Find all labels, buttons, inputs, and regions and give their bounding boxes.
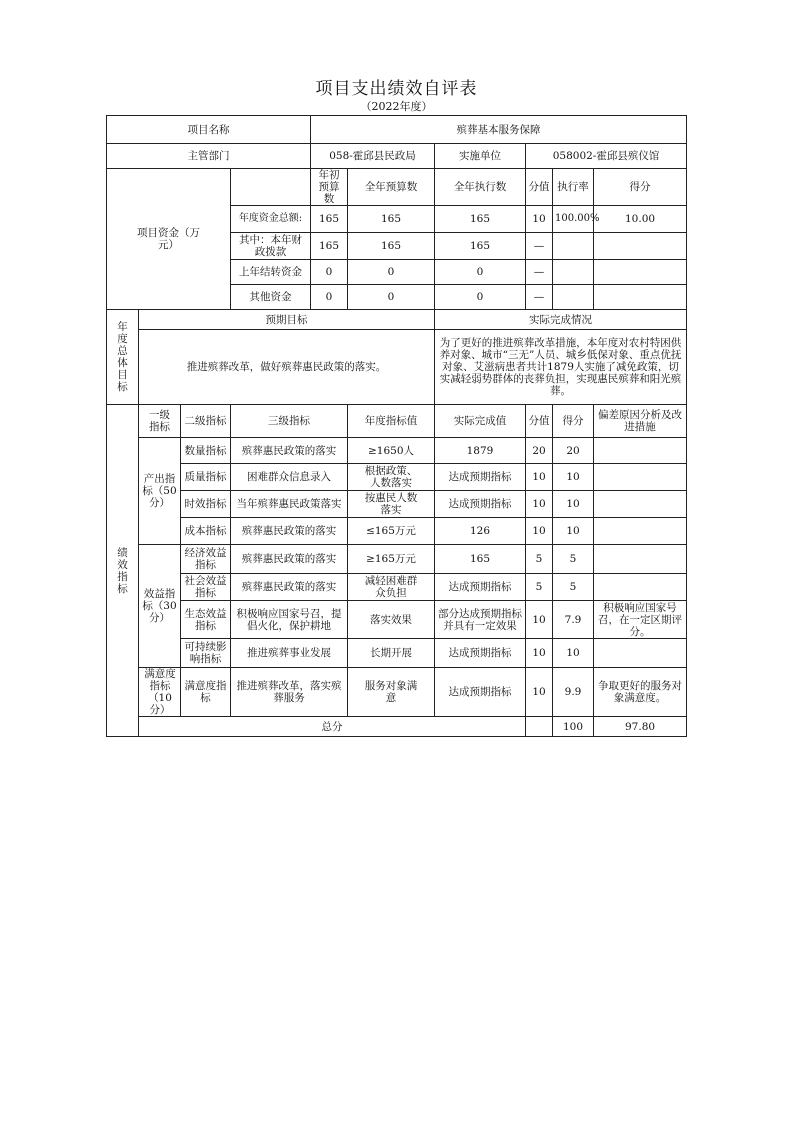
funds-row-score: —: [526, 260, 553, 285]
perf-l3: 当年殡葬惠民政策落实: [231, 491, 348, 518]
perf-header-got: 得分: [553, 405, 594, 438]
funds-row-initial: 0: [311, 260, 348, 285]
perf-l2: 生态效益指标: [181, 601, 231, 639]
funds-header-row: [107, 169, 687, 206]
funds-row-got: [594, 260, 687, 285]
perf-got: 7.9: [553, 601, 594, 639]
perf-target: 长期开展: [348, 639, 435, 668]
perf-got: 10: [553, 639, 594, 668]
perf-target: [348, 464, 435, 491]
perf-l2: 数量指标: [181, 438, 231, 464]
goal-actual-header: 实际完成情况: [435, 310, 687, 330]
perf-l3: 困难群众信息录入: [231, 464, 348, 491]
department-value: 058-霍邱县民政局: [311, 144, 435, 169]
goal-expected-text: 推进殡葬改革，做好殡葬惠民政策的落实。: [139, 330, 435, 405]
perf-reason: [594, 639, 687, 668]
total-blank: [526, 717, 553, 737]
funds-row-initial: 165: [311, 206, 348, 233]
perf-reason: [594, 491, 687, 518]
perf-header-l3: 三级指标: [231, 405, 348, 438]
perf-row: [107, 518, 687, 545]
funds-row-score: 10: [526, 206, 553, 233]
perf-score: 10: [526, 601, 553, 639]
perf-score: 10: [526, 518, 553, 545]
perf-score: 10: [526, 668, 553, 717]
perf-target-text: 减轻困难群众负担: [364, 575, 418, 599]
perf-row: [107, 545, 687, 574]
perf-l3: 殡葬惠民政策的落实: [231, 545, 348, 574]
funds-row-label: 上年结转资金: [231, 260, 311, 285]
funds-row-rate: [553, 233, 594, 260]
perf-reason: [594, 518, 687, 545]
goal-header-row: [107, 310, 687, 330]
perf-actual: 达成预期指标: [435, 668, 526, 717]
perf-target-text: 服务对象满意: [364, 680, 418, 704]
funds-header-full: 全年预算数: [348, 169, 435, 206]
department-label: 主管部门: [107, 144, 311, 169]
perf-score: 10: [526, 639, 553, 668]
perf-actual: 1879: [435, 438, 526, 464]
funds-row-full: 0: [348, 260, 435, 285]
perf-l2: 社会效益指标: [181, 574, 231, 601]
perf-row: [107, 668, 687, 717]
perf-label: [107, 405, 139, 737]
funds-header-initial: [311, 169, 348, 206]
funds-row-exec: 0: [435, 285, 526, 310]
perf-reason: 争取更好的服务对象满意度。: [594, 668, 687, 717]
perf-row: [107, 438, 687, 464]
funds-row-got: [594, 285, 687, 310]
funds-header-got: 得分: [594, 169, 687, 206]
perf-actual: 达成预期指标: [435, 491, 526, 518]
perf-target: [348, 574, 435, 601]
perf-header-reason-text: 偏差原因分析及改进措施: [598, 409, 683, 433]
perf-row: [107, 464, 687, 491]
perf-target: [348, 491, 435, 518]
perf-target: [348, 668, 435, 717]
implementer-value: 058002-霍邱县殡仪馆: [526, 144, 687, 169]
perf-target: ≥1650人: [348, 438, 435, 464]
perf-target-text: 根据政策、人数落实: [364, 465, 418, 489]
total-label: 总分: [139, 717, 526, 737]
perf-got: 20: [553, 438, 594, 464]
funds-row-full: 0: [348, 285, 435, 310]
perf-row: [107, 491, 687, 518]
perf-l3: 殡葬惠民政策的落实: [231, 574, 348, 601]
perf-header-actual: 实际完成值: [435, 405, 526, 438]
perf-l3: 积极响应国家号召，提倡火化，保护耕地: [231, 601, 348, 639]
funds-row-initial: 165: [311, 233, 348, 260]
funds-header-score: 分值: [526, 169, 553, 206]
funds-header-blank: [231, 169, 311, 206]
perf-target-text: 按惠民人数落实: [364, 492, 418, 516]
funds-header-exec: 全年执行数: [435, 169, 526, 206]
funds-row-score: —: [526, 285, 553, 310]
perf-l3: 殡葬惠民政策的落实: [231, 438, 348, 464]
perf-reason: [594, 464, 687, 491]
perf-target: 落实效果: [348, 601, 435, 639]
perf-reason: [594, 574, 687, 601]
perf-target: ≥165万元: [348, 545, 435, 574]
funds-row-label: 年度资金总额:: [231, 206, 311, 233]
perf-l3: 殡葬惠民政策的落实: [231, 518, 348, 545]
project-name-row: [107, 116, 687, 144]
funds-row-label-text: 其中：本年财政拨款: [239, 234, 302, 258]
perf-got: 10: [553, 464, 594, 491]
perf-actual: 达成预期指标: [435, 574, 526, 601]
perf-group-benefit-text: 效益指标（30分）: [142, 588, 177, 624]
perf-actual: 126: [435, 518, 526, 545]
goal-expected-header: 预期目标: [139, 310, 435, 330]
funds-row-rate: 100.00%: [553, 206, 594, 233]
perf-header-l2: 二级指标: [181, 405, 231, 438]
perf-header-l1: [139, 405, 181, 438]
perf-got: 10: [553, 491, 594, 518]
project-name-label: 项目名称: [107, 116, 311, 144]
perf-l2: 时效指标: [181, 491, 231, 518]
self-evaluation-table: [106, 115, 687, 737]
perf-got: 5: [553, 545, 594, 574]
funds-row-full: 165: [348, 233, 435, 260]
perf-group-output: [139, 438, 181, 545]
perf-group-satisfaction: [139, 668, 181, 717]
perf-score: 5: [526, 545, 553, 574]
project-name-value: 殡葬基本服务保障: [311, 116, 687, 144]
total-got: 97.80: [594, 717, 687, 737]
goal-actual-text: 为了更好的推进殡葬改革措施，本年度对农村特困供养对象、城市“三无”人员、城乡低保对象、重点优抚对象、艾滋病患者共计1879人实施了减免政策，切实减轻弱势群体的丧葬负担，实现惠民殡葬和阳光殡葬。: [435, 330, 687, 405]
perf-actual: 165: [435, 545, 526, 574]
funds-row-rate: [553, 285, 594, 310]
perf-score: 10: [526, 464, 553, 491]
funds-row-initial: 0: [311, 285, 348, 310]
perf-actual: 部分达成预期指标并具有一定效果: [435, 601, 526, 639]
page-subtitle: （2022年度）: [360, 100, 433, 113]
funds-label-text: 项目资金（万元）: [137, 227, 200, 251]
perf-row: [107, 574, 687, 601]
funds-row-label: 其他资金: [231, 285, 311, 310]
funds-row-got: 10.00: [594, 206, 687, 233]
funds-header-rate: 执行率: [553, 169, 594, 206]
funds-row-score: —: [526, 233, 553, 260]
funds-row-label: [231, 233, 311, 260]
perf-reason: [594, 438, 687, 464]
goal-label-text: 年度总体目标: [117, 321, 128, 393]
perf-reason: [594, 545, 687, 574]
perf-score: 5: [526, 574, 553, 601]
perf-header-l1-text: 一级指标: [149, 409, 170, 433]
perf-reason: 积极响应国家号召，在一定区期评分。: [594, 601, 687, 639]
total-row: [107, 717, 687, 737]
perf-header-score: 分值: [526, 405, 553, 438]
perf-l2: 质量指标: [181, 464, 231, 491]
funds-row-exec: 165: [435, 206, 526, 233]
perf-l2: 经济效益指标: [181, 545, 231, 574]
funds-header-initial-text: 年初预算数: [318, 169, 340, 205]
perf-l3: 推进殡葬改革，落实殡葬服务: [231, 668, 348, 717]
perf-group-output-text: 产出指标（50分）: [142, 473, 177, 509]
perf-label-text: 绩效指标: [117, 546, 128, 595]
funds-label: [107, 169, 231, 310]
perf-l3: 推进殡葬事业发展: [231, 639, 348, 668]
funds-row-exec: 165: [435, 233, 526, 260]
perf-score: 20: [526, 438, 553, 464]
implementer-label: 实施单位: [435, 144, 526, 169]
perf-got: 9.9: [553, 668, 594, 717]
goal-content-row: [107, 330, 687, 405]
perf-got: 5: [553, 574, 594, 601]
perf-score: 10: [526, 491, 553, 518]
goal-label: [107, 310, 139, 405]
funds-row-got: [594, 233, 687, 260]
perf-got: 10: [553, 518, 594, 545]
funds-row-exec: 0: [435, 260, 526, 285]
perf-l2: 满意度指标: [181, 668, 231, 717]
perf-l2: 可持续影响指标: [181, 639, 231, 668]
perf-row: [107, 601, 687, 639]
perf-row: [107, 639, 687, 668]
perf-header-reason: [594, 405, 687, 438]
department-row: [107, 144, 687, 169]
perf-actual: 达成预期指标: [435, 464, 526, 491]
perf-l2: 成本指标: [181, 518, 231, 545]
perf-target: ≤165万元: [348, 518, 435, 545]
perf-header-row: [107, 405, 687, 438]
perf-group-satisfaction-text: 满意度指标（10分）: [144, 668, 176, 716]
funds-row-full: 165: [348, 206, 435, 233]
perf-group-benefit: [139, 545, 181, 668]
funds-row-rate: [553, 260, 594, 285]
page-title: 项目支出绩效自评表: [315, 79, 478, 99]
perf-header-target: 年度指标值: [348, 405, 435, 438]
perf-actual: 达成预期指标: [435, 639, 526, 668]
total-score: 100: [553, 717, 594, 737]
